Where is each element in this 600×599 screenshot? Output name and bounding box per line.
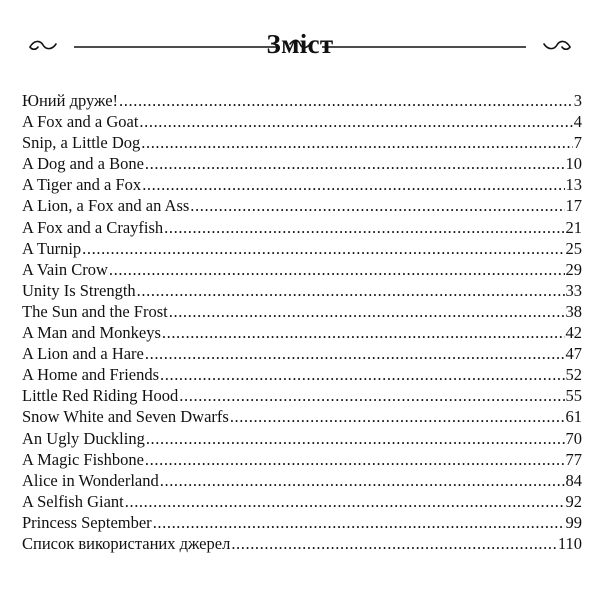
toc-entry-page-number: 84 — [565, 470, 582, 490]
toc-entry-title: A Lion, a Fox and an Ass — [22, 196, 190, 216]
toc-entry-title: A Home and Friends — [22, 365, 160, 385]
toc-entry — [22, 343, 582, 364]
dot-leader — [145, 343, 565, 364]
toc-entry — [22, 111, 582, 132]
dot-leader — [119, 90, 573, 111]
toc-entry-title: A Fox and a Goat — [22, 112, 139, 132]
dot-leader — [142, 174, 564, 195]
dot-leader — [146, 428, 565, 449]
toc-entry — [22, 259, 582, 280]
toc-entry-title: A Vain Crow — [22, 259, 108, 279]
toc-entry-page-number: 17 — [565, 196, 582, 216]
dot-leader — [164, 217, 564, 238]
toc-entry-page-number: 70 — [565, 428, 582, 448]
toc-entry-page-number: 4 — [573, 112, 582, 132]
toc-entry-page-number: 29 — [565, 259, 582, 279]
toc-entry — [22, 280, 582, 301]
toc-entry-title: Список використаних джерел — [22, 533, 231, 553]
toc-entry-page-number: 7 — [573, 133, 582, 153]
toc-entry-title: An Ugly Duckling — [22, 428, 145, 448]
toc-entry — [22, 174, 582, 195]
toc-entry — [22, 491, 582, 512]
toc-entry-title: The Sun and the Frost — [22, 301, 168, 321]
toc-entry — [22, 322, 582, 343]
toc-entry-title: A Man and Monkeys — [22, 323, 161, 343]
dot-leader — [179, 385, 564, 406]
toc-entry-title: Snip, a Little Dog — [22, 133, 141, 153]
toc-entry — [22, 90, 582, 111]
dot-leader — [231, 533, 557, 554]
dot-leader — [137, 280, 565, 301]
toc-entry — [22, 301, 582, 322]
toc-entry — [22, 195, 582, 216]
dot-leader — [230, 406, 565, 427]
toc-entry-page-number: 55 — [565, 386, 582, 406]
toc-entry-page-number: 25 — [565, 238, 582, 258]
dot-leader — [160, 364, 564, 385]
toc-entry-page-number: 13 — [565, 175, 582, 195]
toc-entry — [22, 385, 582, 406]
toc-entry-title: A Fox and a Crayfish — [22, 217, 164, 237]
toc-entry-title: Unity Is Strength — [22, 280, 136, 300]
toc-entry-page-number: 52 — [565, 365, 582, 385]
toc-entry — [22, 470, 582, 491]
toc-entry-title: Snow White and Seven Dwarfs — [22, 407, 229, 427]
table-of-contents — [22, 90, 582, 554]
toc-entry-page-number: 21 — [565, 217, 582, 237]
toc-entry-title: Princess September — [22, 512, 152, 532]
toc-entry-page-number: 110 — [557, 533, 582, 553]
toc-entry-page-number: 92 — [565, 491, 582, 511]
toc-entry — [22, 217, 582, 238]
dot-leader — [141, 132, 573, 153]
toc-entry-title: A Turnip — [22, 238, 82, 258]
toc-entry — [22, 238, 582, 259]
toc-entry-page-number: 38 — [565, 301, 582, 321]
page-title: Зміст — [266, 29, 334, 60]
toc-entry-page-number: 77 — [565, 449, 582, 469]
toc-entry-title: Little Red Riding Hood — [22, 386, 179, 406]
toc-entry — [22, 533, 582, 554]
dot-leader — [139, 111, 572, 132]
toc-entry-title: A Magic Fishbone — [22, 449, 144, 469]
toc-entry — [22, 449, 582, 470]
dot-leader — [153, 512, 565, 533]
title-ornament — [28, 32, 572, 56]
toc-entry — [22, 406, 582, 427]
toc-entry-title: A Dog and a Bone — [22, 154, 144, 174]
toc-entry-page-number: 33 — [565, 280, 582, 300]
toc-entry-title: A Lion and a Hare — [22, 344, 144, 364]
dot-leader — [162, 322, 565, 343]
toc-entry-title: Alice in Wonderland — [22, 470, 159, 490]
toc-entry — [22, 132, 582, 153]
dot-leader — [82, 238, 564, 259]
toc-entry-page-number: 10 — [565, 154, 582, 174]
toc-entry-page-number: 47 — [565, 344, 582, 364]
dot-leader — [145, 153, 565, 174]
toc-entry-title: A Tiger and a Fox — [22, 175, 142, 195]
toc-entry-page-number: 3 — [573, 91, 582, 110]
toc-entry-page-number: 99 — [565, 512, 582, 532]
dot-leader — [169, 301, 565, 322]
dot-leader — [160, 470, 565, 491]
toc-entry-page-number: 42 — [565, 323, 582, 343]
toc-entry-page-number: 61 — [565, 407, 582, 427]
toc-entry — [22, 512, 582, 533]
toc-entry — [22, 153, 582, 174]
toc-entry — [22, 364, 582, 385]
dot-leader — [109, 259, 565, 280]
dot-leader — [145, 449, 565, 470]
dot-leader — [125, 491, 565, 512]
toc-entry-title: Юний друже! — [22, 91, 119, 110]
dot-leader — [190, 195, 564, 216]
toc-entry — [22, 428, 582, 449]
toc-entry-title: A Selfish Giant — [22, 491, 124, 511]
